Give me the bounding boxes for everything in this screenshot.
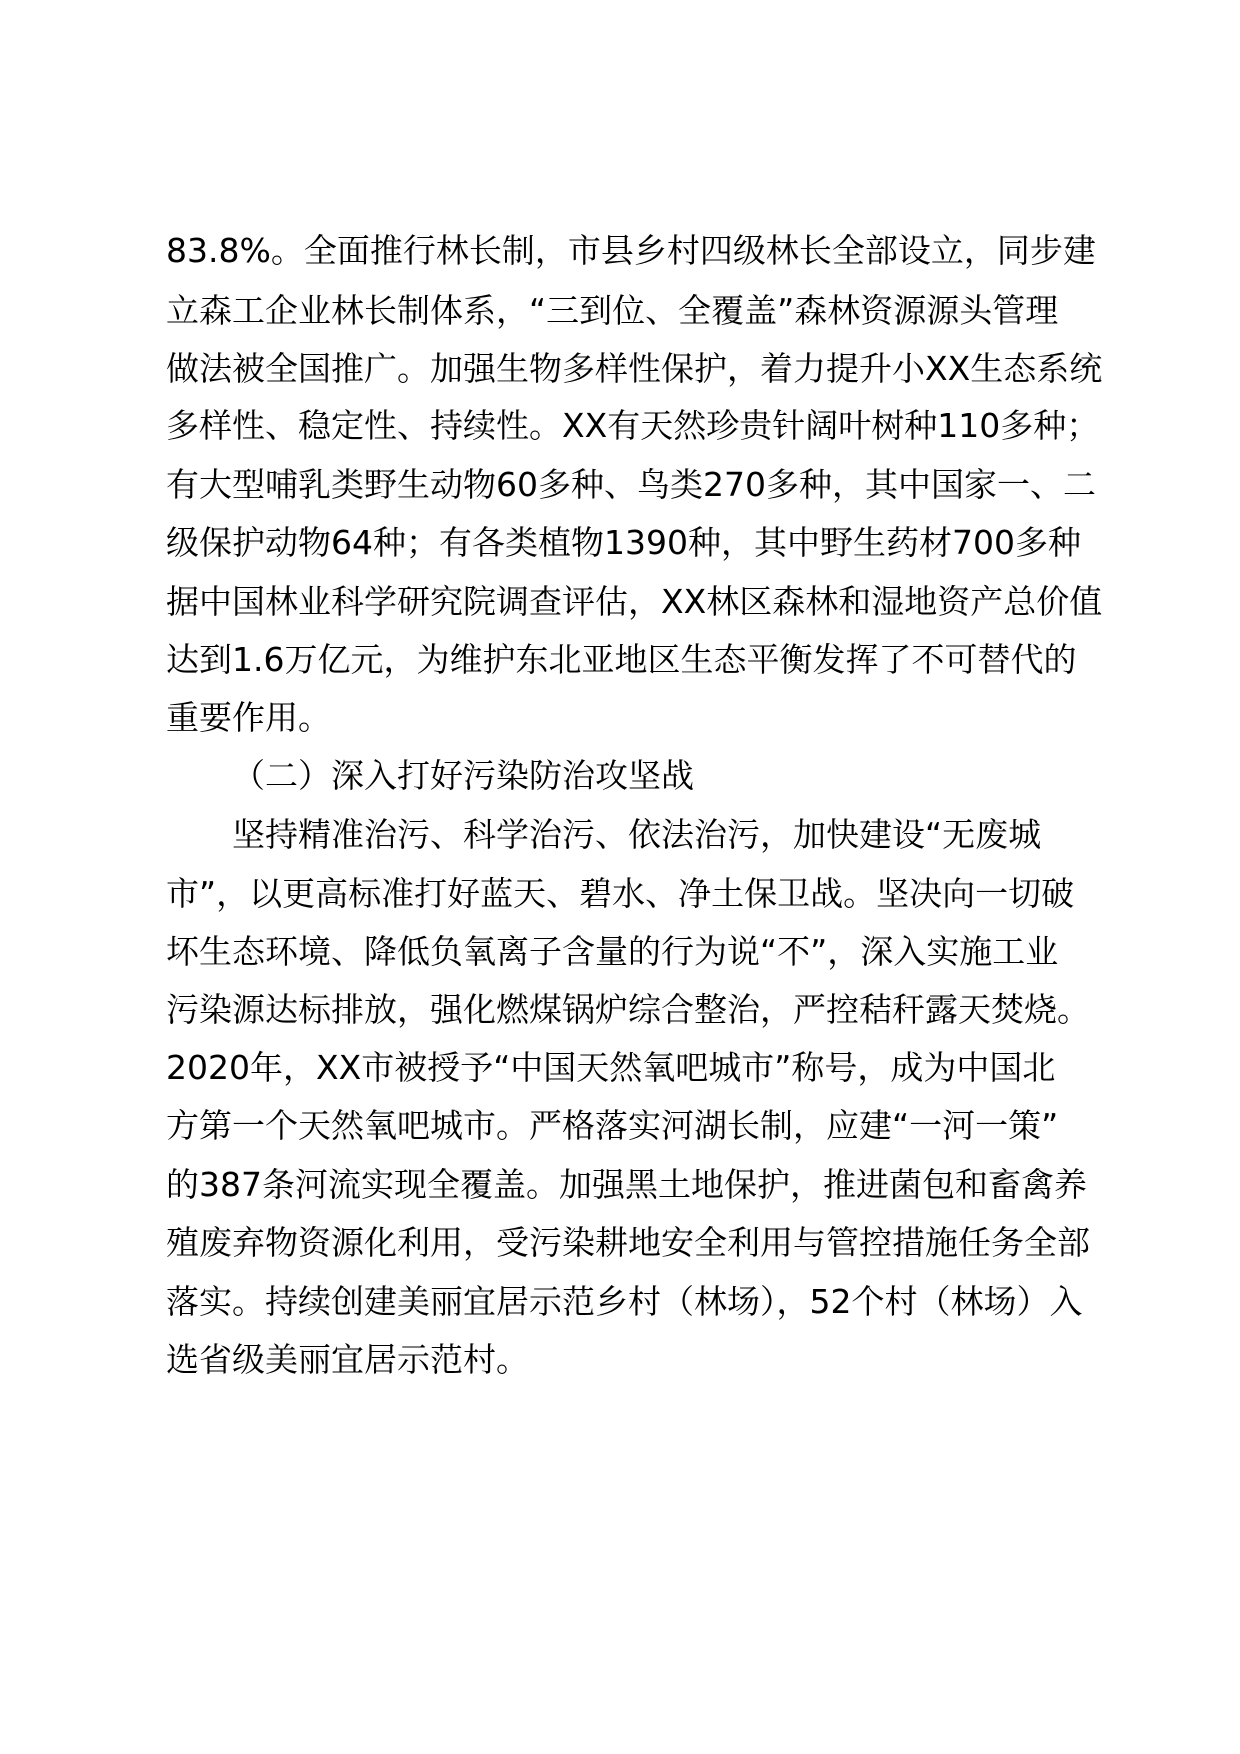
section-heading: （二）深入打好污染防治攻坚战: [232, 756, 694, 795]
text-line: 选省级美丽宜居示范村。: [166, 1340, 529, 1379]
text-line: 的387条河流实现全覆盖。加强黑土地保护，推进菌包和畜禽养: [166, 1165, 1087, 1204]
text-line: 坏生态环境、降低负氧离子含量的行为说“不”，深入实施工业: [166, 932, 1059, 971]
text-line: 殖废弃物资源化利用，受污染耕地安全利用与管控措施任务全部: [166, 1223, 1090, 1262]
text-line: 立森工企业林长制体系，“三到位、全覆盖”森林资源源头管理: [166, 291, 1059, 330]
text-line: 83.8%。全面推行林长制，市县乡村四级林长全部设立，同步建: [166, 231, 1096, 270]
text-line: 污染源达标排放，强化燃煤锅炉综合整治，严控秸秆露天焚烧。: [166, 990, 1090, 1029]
text-line: 重要作用。: [166, 698, 331, 737]
text-line: 方第一个天然氧吧城市。严格落实河湖长制，应建“一河一策”: [166, 1106, 1059, 1145]
text-line: 级保护动物64种；有各类植物1390种，其中野生药材700多种: [166, 523, 1081, 562]
text-line: 2020年，XX市被授予“中国天然氧吧城市”称号，成为中国北: [166, 1048, 1056, 1087]
text-line: 坚持精准治污、科学治污、依法治污，加快建设“无废城: [232, 815, 1042, 854]
text-line: 达到1.6万亿元，为维护东北亚地区生态平衡发挥了不可替代的: [166, 640, 1077, 679]
text-line: 有大型哺乳类野生动物60多种、鸟类270多种，其中国家一、二: [166, 465, 1096, 504]
text-line: 多样性、稳定性、持续性。XX有天然珍贵针阔叶树种110多种；: [166, 406, 1100, 445]
text-line: 做法被全国推广。加强生物多样性保护，着力提升小XX生态系统: [166, 349, 1103, 388]
text-line: 落实。持续创建美丽宜居示范乡村（林场），52个村（林场）入: [166, 1282, 1083, 1321]
text-line: 据中国林业科学研究院调查评估，XX林区森林和湿地资产总价值: [166, 582, 1103, 621]
text-line: 市”，以更高标准打好蓝天、碧水、净土保卫战。坚决向一切破: [166, 874, 1075, 913]
